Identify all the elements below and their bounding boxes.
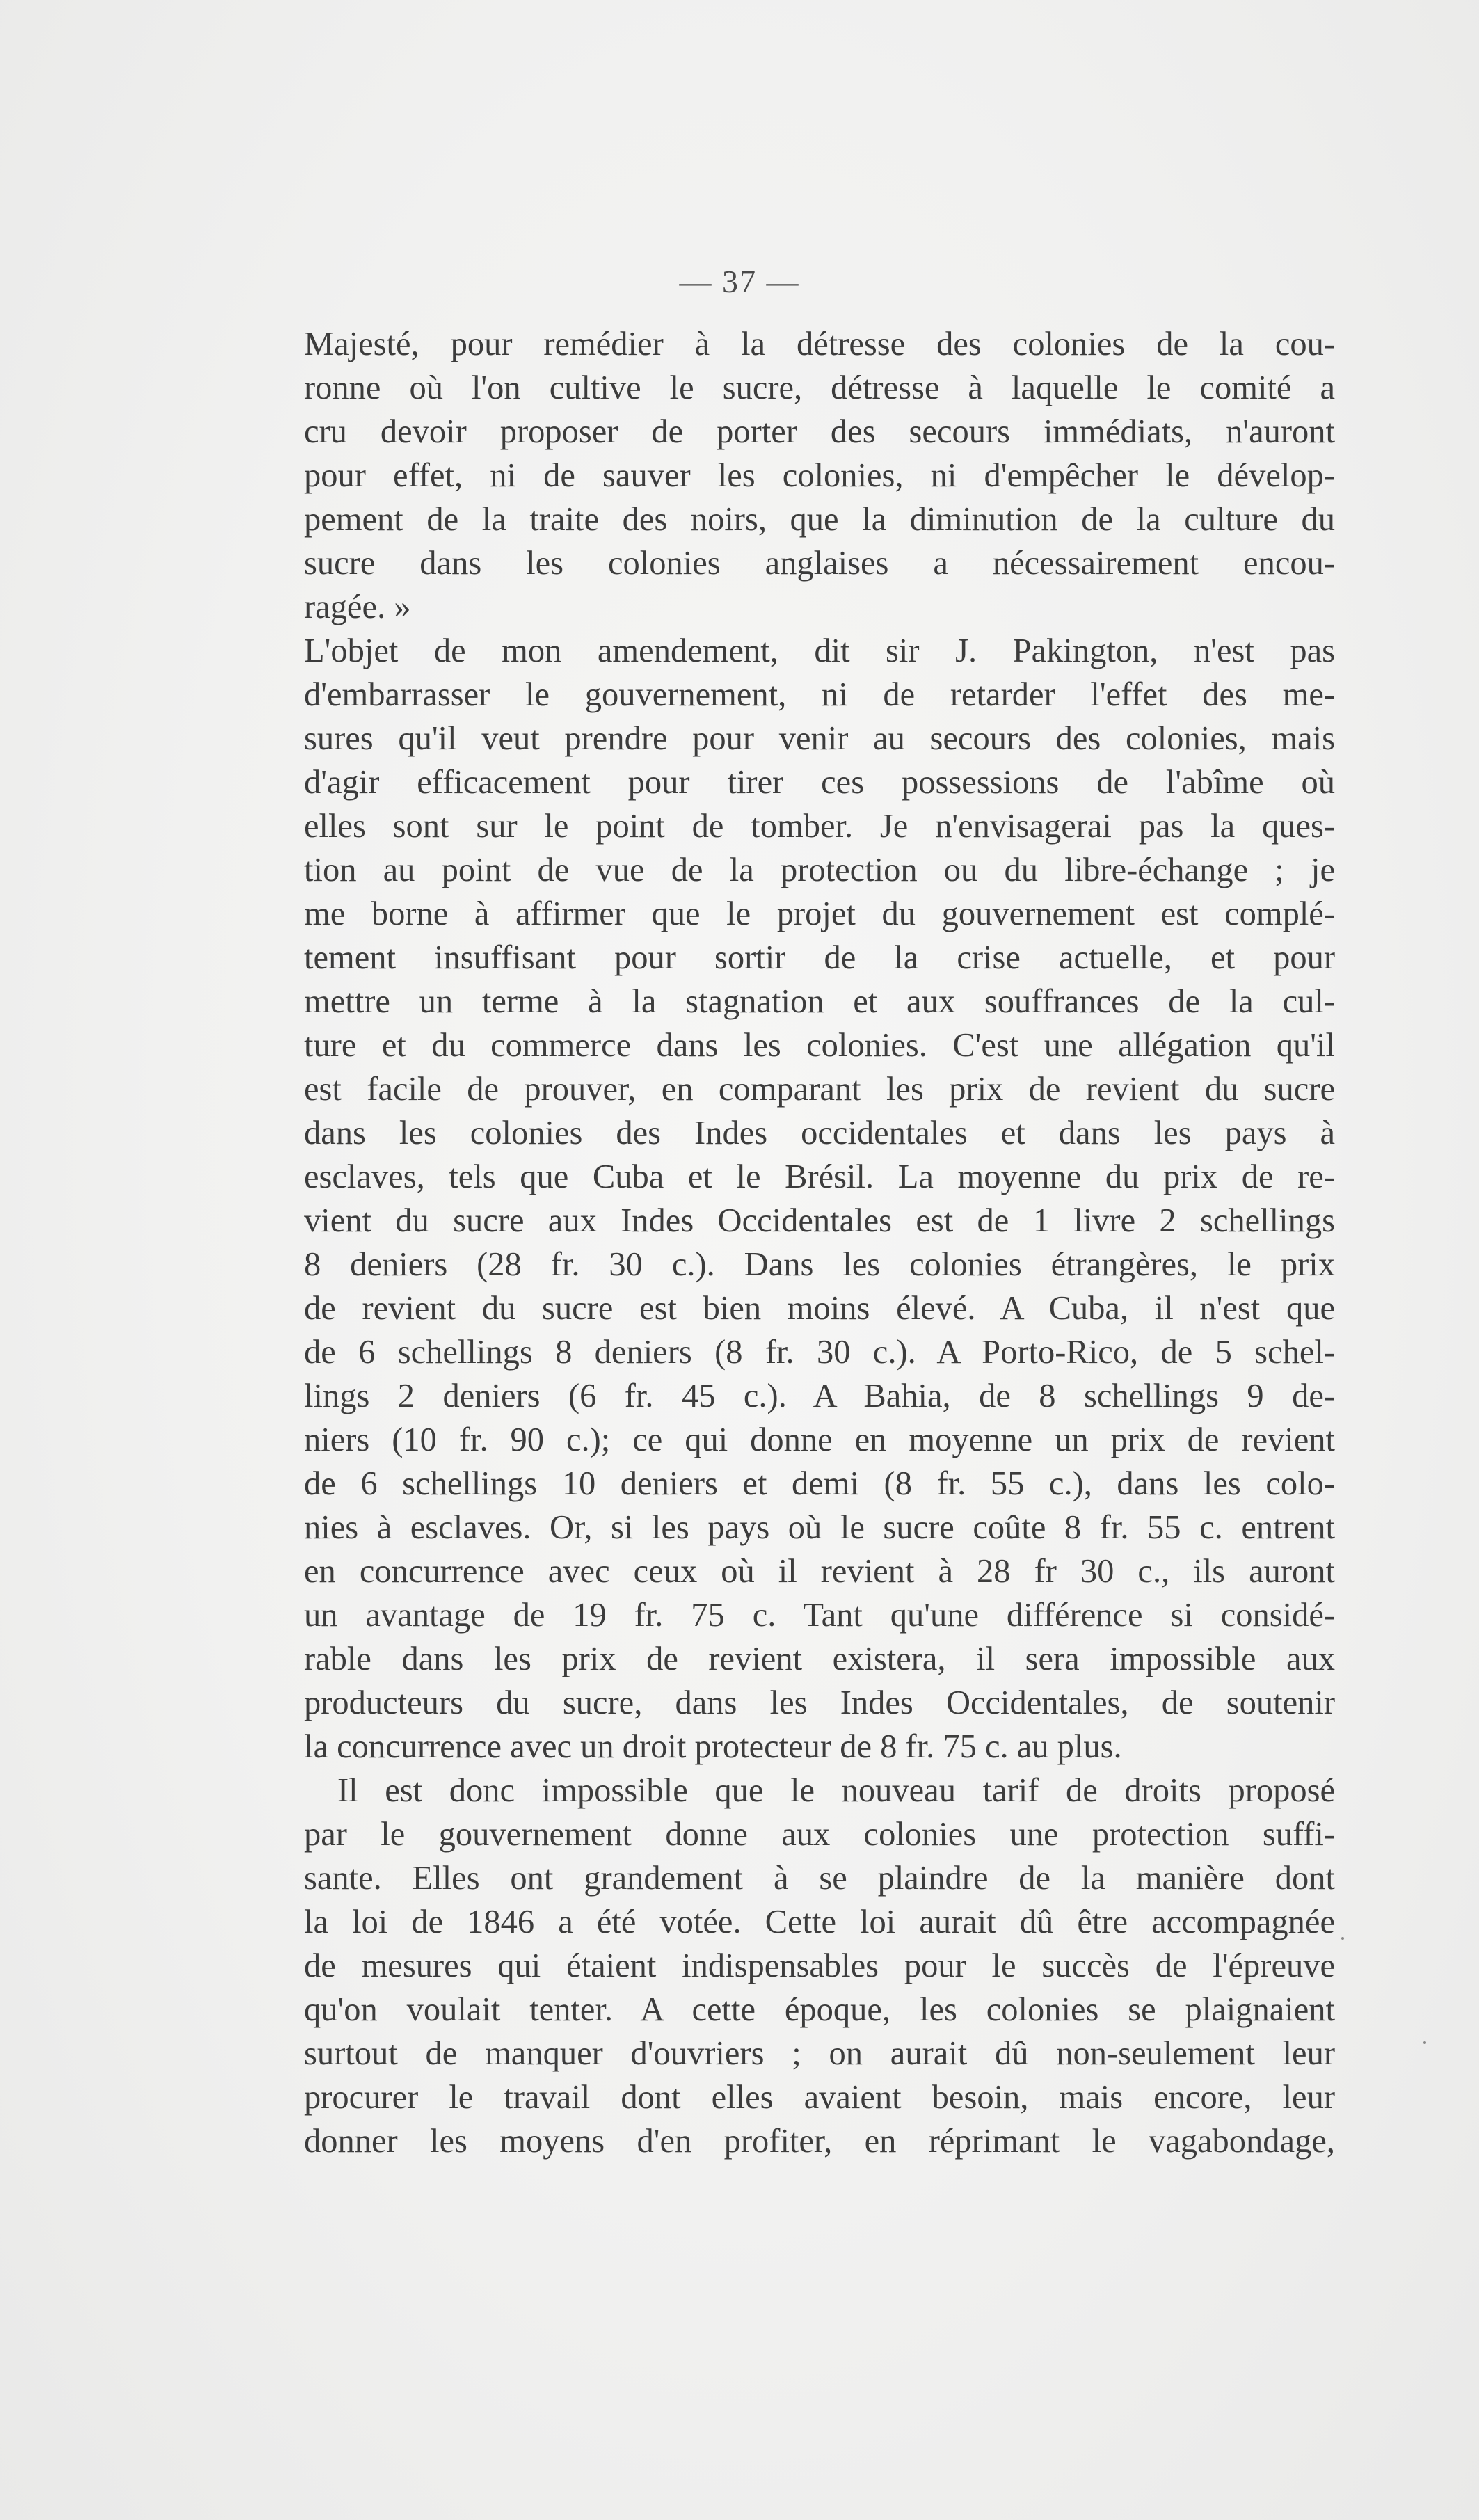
text-line: de 6 schellings 8 deniers (8 fr. 30 c.). A Porto-Rico, de 5 schel- bbox=[304, 1334, 1335, 1371]
text-line: mettre un terme à la stagnation et aux souffrances de la cul- bbox=[304, 983, 1335, 1020]
text-line: producteurs du sucre, dans les Indes Occidentales, de soutenir bbox=[304, 1684, 1335, 1721]
text-line: d'embarrasser le gouvernement, ni de retarder l'effet des me- bbox=[304, 676, 1335, 713]
text-line: me borne à affirmer que le projet du gouvernement est complé- bbox=[304, 895, 1335, 932]
text-line: tion au point de vue de la protection ou du libre-échange ; je bbox=[304, 852, 1335, 888]
text-line: L'objet de mon amendement, dit sir J. Pakington, n'est pas bbox=[304, 632, 1335, 669]
text-line: sucre dans les colonies anglaises a nécessairement encou- bbox=[304, 545, 1335, 582]
text-line: en concurrence avec ceux où il revient à 28 fr 30 c., ils auront bbox=[304, 1553, 1335, 1590]
page-number: — 37 — bbox=[679, 264, 800, 299]
body-text bbox=[304, 322, 1335, 2163]
text-line: la concurrence avec un droit protecteur de 8 fr. 75 c. au plus. bbox=[304, 1728, 1122, 1765]
text-line: esclaves, tels que Cuba et le Brésil. La moyenne du prix de re- bbox=[304, 1158, 1335, 1195]
text-line: 8 deniers (28 fr. 30 c.). Dans les colonies étrangères, le prix bbox=[304, 1246, 1335, 1283]
text-line: elles sont sur le point de tomber. Je n'envisagerai pas la ques- bbox=[304, 808, 1335, 845]
text-line: niers (10 fr. 90 c.); ce qui donne en moyenne un prix de revient bbox=[304, 1421, 1335, 1458]
text-line: un avantage de 19 fr. 75 c. Tant qu'une différence si considé- bbox=[304, 1597, 1335, 1634]
text-line: procurer le travail dont elles avaient besoin, mais encore, leur bbox=[304, 2079, 1335, 2116]
text-line: nies à esclaves. Or, si les pays où le sucre coûte 8 fr. 55 c. entrent bbox=[304, 1509, 1335, 1546]
text-line: par le gouvernement donne aux colonies une protection suffi- bbox=[304, 1816, 1335, 1853]
text-line: dans les colonies des Indes occidentales et dans les pays à bbox=[304, 1115, 1335, 1151]
text-line: Il est donc impossible que le nouveau tarif de droits proposé bbox=[337, 1772, 1335, 1809]
text-line: donner les moyens d'en profiter, en réprimant le vagabondage, bbox=[304, 2123, 1335, 2160]
text-line: tement insuffisant pour sortir de la crise actuelle, et pour bbox=[304, 939, 1335, 976]
text-line: rable dans les prix de revient existera, il sera impossible aux bbox=[304, 1641, 1335, 1677]
text-line: la loi de 1846 a été votée. Cette loi aurait dû être accompagnée bbox=[304, 1904, 1335, 1940]
text-line: sante. Elles ont grandement à se plaindre de la manière dont bbox=[304, 1860, 1335, 1897]
text-line: pement de la traite des noirs, que la diminution de la culture du bbox=[304, 501, 1335, 538]
text-line: sures qu'il veut prendre pour venir au secours des colonies, mais bbox=[304, 720, 1335, 757]
text-line: surtout de manquer d'ouvriers ; on aurait dû non-seulement leur bbox=[304, 2035, 1335, 2072]
text-line: Majesté, pour remédier à la détresse des colonies de la cou- bbox=[304, 326, 1335, 362]
text-line: lings 2 deniers (6 fr. 45 c.). A Bahia, de 8 schellings 9 de- bbox=[304, 1378, 1335, 1414]
paper-speck bbox=[1423, 2041, 1426, 2044]
text-line: qu'on voulait tenter. A cette époque, les colonies se plaignaient bbox=[304, 1991, 1335, 2028]
text-line: ragée. » bbox=[304, 589, 411, 625]
text-line: vient du sucre aux Indes Occidentales est de 1 livre 2 schellings bbox=[304, 1202, 1335, 1239]
text-line: de mesures qui étaient indispensables pour le succès de l'épreuve bbox=[304, 1947, 1335, 1984]
text-line: est facile de prouver, en comparant les prix de revient du sucre bbox=[304, 1071, 1335, 1108]
text-line: de revient du sucre est bien moins élevé. A Cuba, il n'est que bbox=[304, 1290, 1335, 1327]
text-line: d'agir efficacement pour tirer ces possessions de l'abîme où bbox=[304, 764, 1335, 801]
text-line: ronne où l'on cultive le sucre, détresse à laquelle le comité a bbox=[304, 369, 1335, 406]
text-line: ture et du commerce dans les colonies. C'est une allégation qu'il bbox=[304, 1027, 1335, 1064]
text-line: de 6 schellings 10 deniers et demi (8 fr. 55 c.), dans les colo- bbox=[304, 1465, 1335, 1502]
text-line: cru devoir proposer de porter des secours immédiats, n'auront bbox=[304, 413, 1335, 450]
text-line: pour effet, ni de sauver les colonies, ni d'empêcher le dévelop- bbox=[304, 457, 1335, 494]
paper-speck bbox=[1341, 1937, 1344, 1940]
